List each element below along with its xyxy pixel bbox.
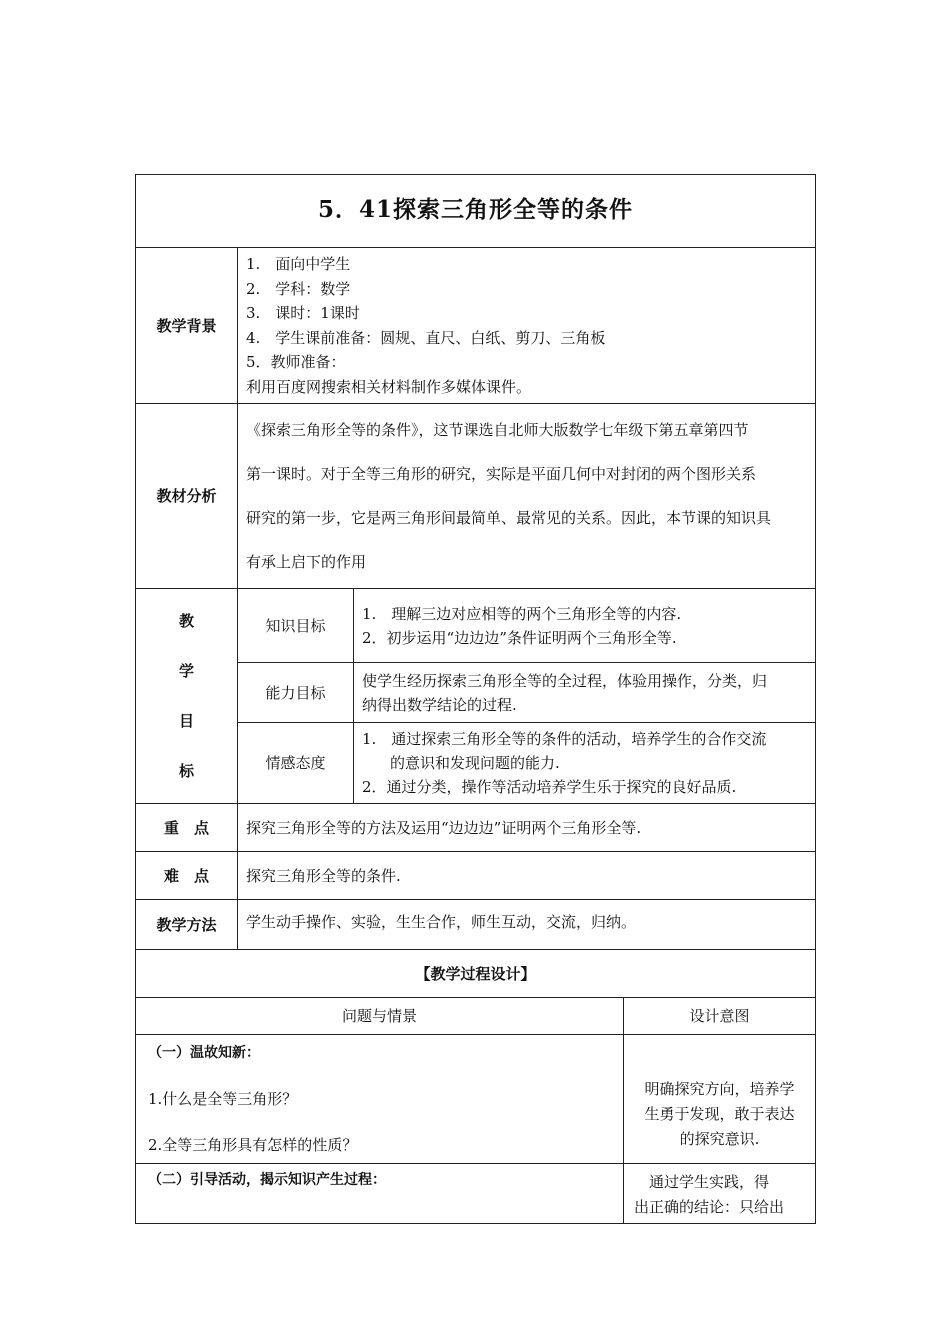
difficulty-label: 难 点 — [136, 852, 238, 900]
objective-line: 2．通过分类，操作等活动培养学生乐于探究的良好品质. — [362, 778, 737, 796]
question-item: 1.什么是全等三角形？ — [148, 1090, 298, 1108]
background-item: 3. 课时：1课时 — [246, 304, 360, 322]
background-item: 5．教师准备： — [246, 353, 346, 371]
analysis-label: 教材分析 — [136, 404, 238, 589]
lesson-plan-table — [135, 174, 816, 1224]
objective-line: 纳得出数学结论的过程. — [362, 695, 517, 714]
review-intent — [624, 1035, 816, 1164]
difficulty-content: 探究三角形全等的条件. — [238, 852, 816, 900]
knowledge-objective-content — [354, 589, 816, 663]
analysis-line: 《探索三角形全等的条件》，这节课选自北师大版数学七年级下第五章第四节 — [246, 421, 749, 439]
question-item: 2.全等三角形具有怎样的性质？ — [148, 1136, 358, 1154]
ability-objective-content — [354, 663, 816, 723]
section-title: （二）引导活动，揭示知识产生过程： — [148, 1172, 386, 1188]
page-title: 5．41探索三角形全等的条件 — [318, 196, 634, 223]
objectives-label-char: 目 — [178, 712, 194, 730]
background-item: 利用百度网搜索相关材料制作多媒体课件。 — [246, 377, 532, 396]
analysis-content — [238, 404, 816, 589]
process-heading: 【教学过程设计】 — [136, 950, 816, 998]
objectives-label-char: 教 — [178, 612, 194, 630]
process-column-left: 问题与情景 — [136, 998, 624, 1035]
review-section — [136, 1035, 624, 1164]
objectives-label-char: 学 — [178, 662, 194, 680]
background-label: 教学背景 — [136, 248, 238, 404]
title-cell — [136, 175, 816, 248]
attitude-objective-label: 情感态度 — [238, 723, 354, 804]
key-point-label: 重 点 — [136, 804, 238, 852]
guided-activity-section — [136, 1164, 624, 1224]
background-item: 2. 学科：数学 — [246, 279, 351, 298]
analysis-line: 第一课时。对于全等三角形的研究，实际是平面几何中对封闭的两个图形关系 — [246, 465, 757, 483]
section-title: （一）温故知新： — [148, 1045, 260, 1061]
intent-line: 的探究意识. — [679, 1129, 760, 1148]
objectives-label-char: 标 — [178, 762, 194, 780]
objective-line: 2．初步运用“边边边”条件证明两个三角形全等. — [362, 628, 677, 647]
objectives-label — [136, 589, 238, 804]
key-point-content: 探究三角形全等的方法及运用“边边边”证明两个三角形全等. — [238, 804, 816, 852]
attitude-objective-content — [354, 723, 816, 804]
background-item: 1. 面向中学生 — [246, 255, 351, 273]
intent-line: 生勇于发现，敢于表达 — [644, 1104, 795, 1123]
objective-line: 1. 通过探索三角形全等的条件的活动，培养学生的合作交流 — [362, 730, 767, 748]
method-content: 学生动手操作、实验，生生合作，师生互动，交流，归纳。 — [238, 900, 816, 950]
background-item: 4. 学生课前准备：圆规、直尺、白纸、剪刀、三角板 — [246, 328, 606, 347]
intent-line: 出正确的结论：只给出 — [634, 1198, 785, 1216]
objective-line: 1. 理解三边对应相等的两个三角形全等的内容. — [362, 604, 682, 623]
analysis-line: 研究的第一步，它是两三角形间最简单、最常见的关系。因此，本节课的知识具 — [246, 509, 772, 527]
objective-line: 使学生经历探索三角形全等的全过程，体验用操作，分类，归 — [362, 671, 768, 690]
intent-line: 通过学生实践，得 — [634, 1173, 770, 1191]
intent-line: 明确探究方向，培养学 — [644, 1079, 795, 1098]
method-label: 教学方法 — [136, 900, 238, 950]
guided-activity-intent — [624, 1164, 816, 1224]
process-column-right: 设计意图 — [624, 998, 816, 1035]
objective-line: 的意识和发现问题的能力. — [390, 754, 560, 772]
analysis-line: 有承上启下的作用 — [246, 553, 367, 571]
ability-objective-label: 能力目标 — [238, 663, 354, 723]
knowledge-objective-label: 知识目标 — [238, 589, 354, 663]
background-content — [238, 248, 816, 404]
